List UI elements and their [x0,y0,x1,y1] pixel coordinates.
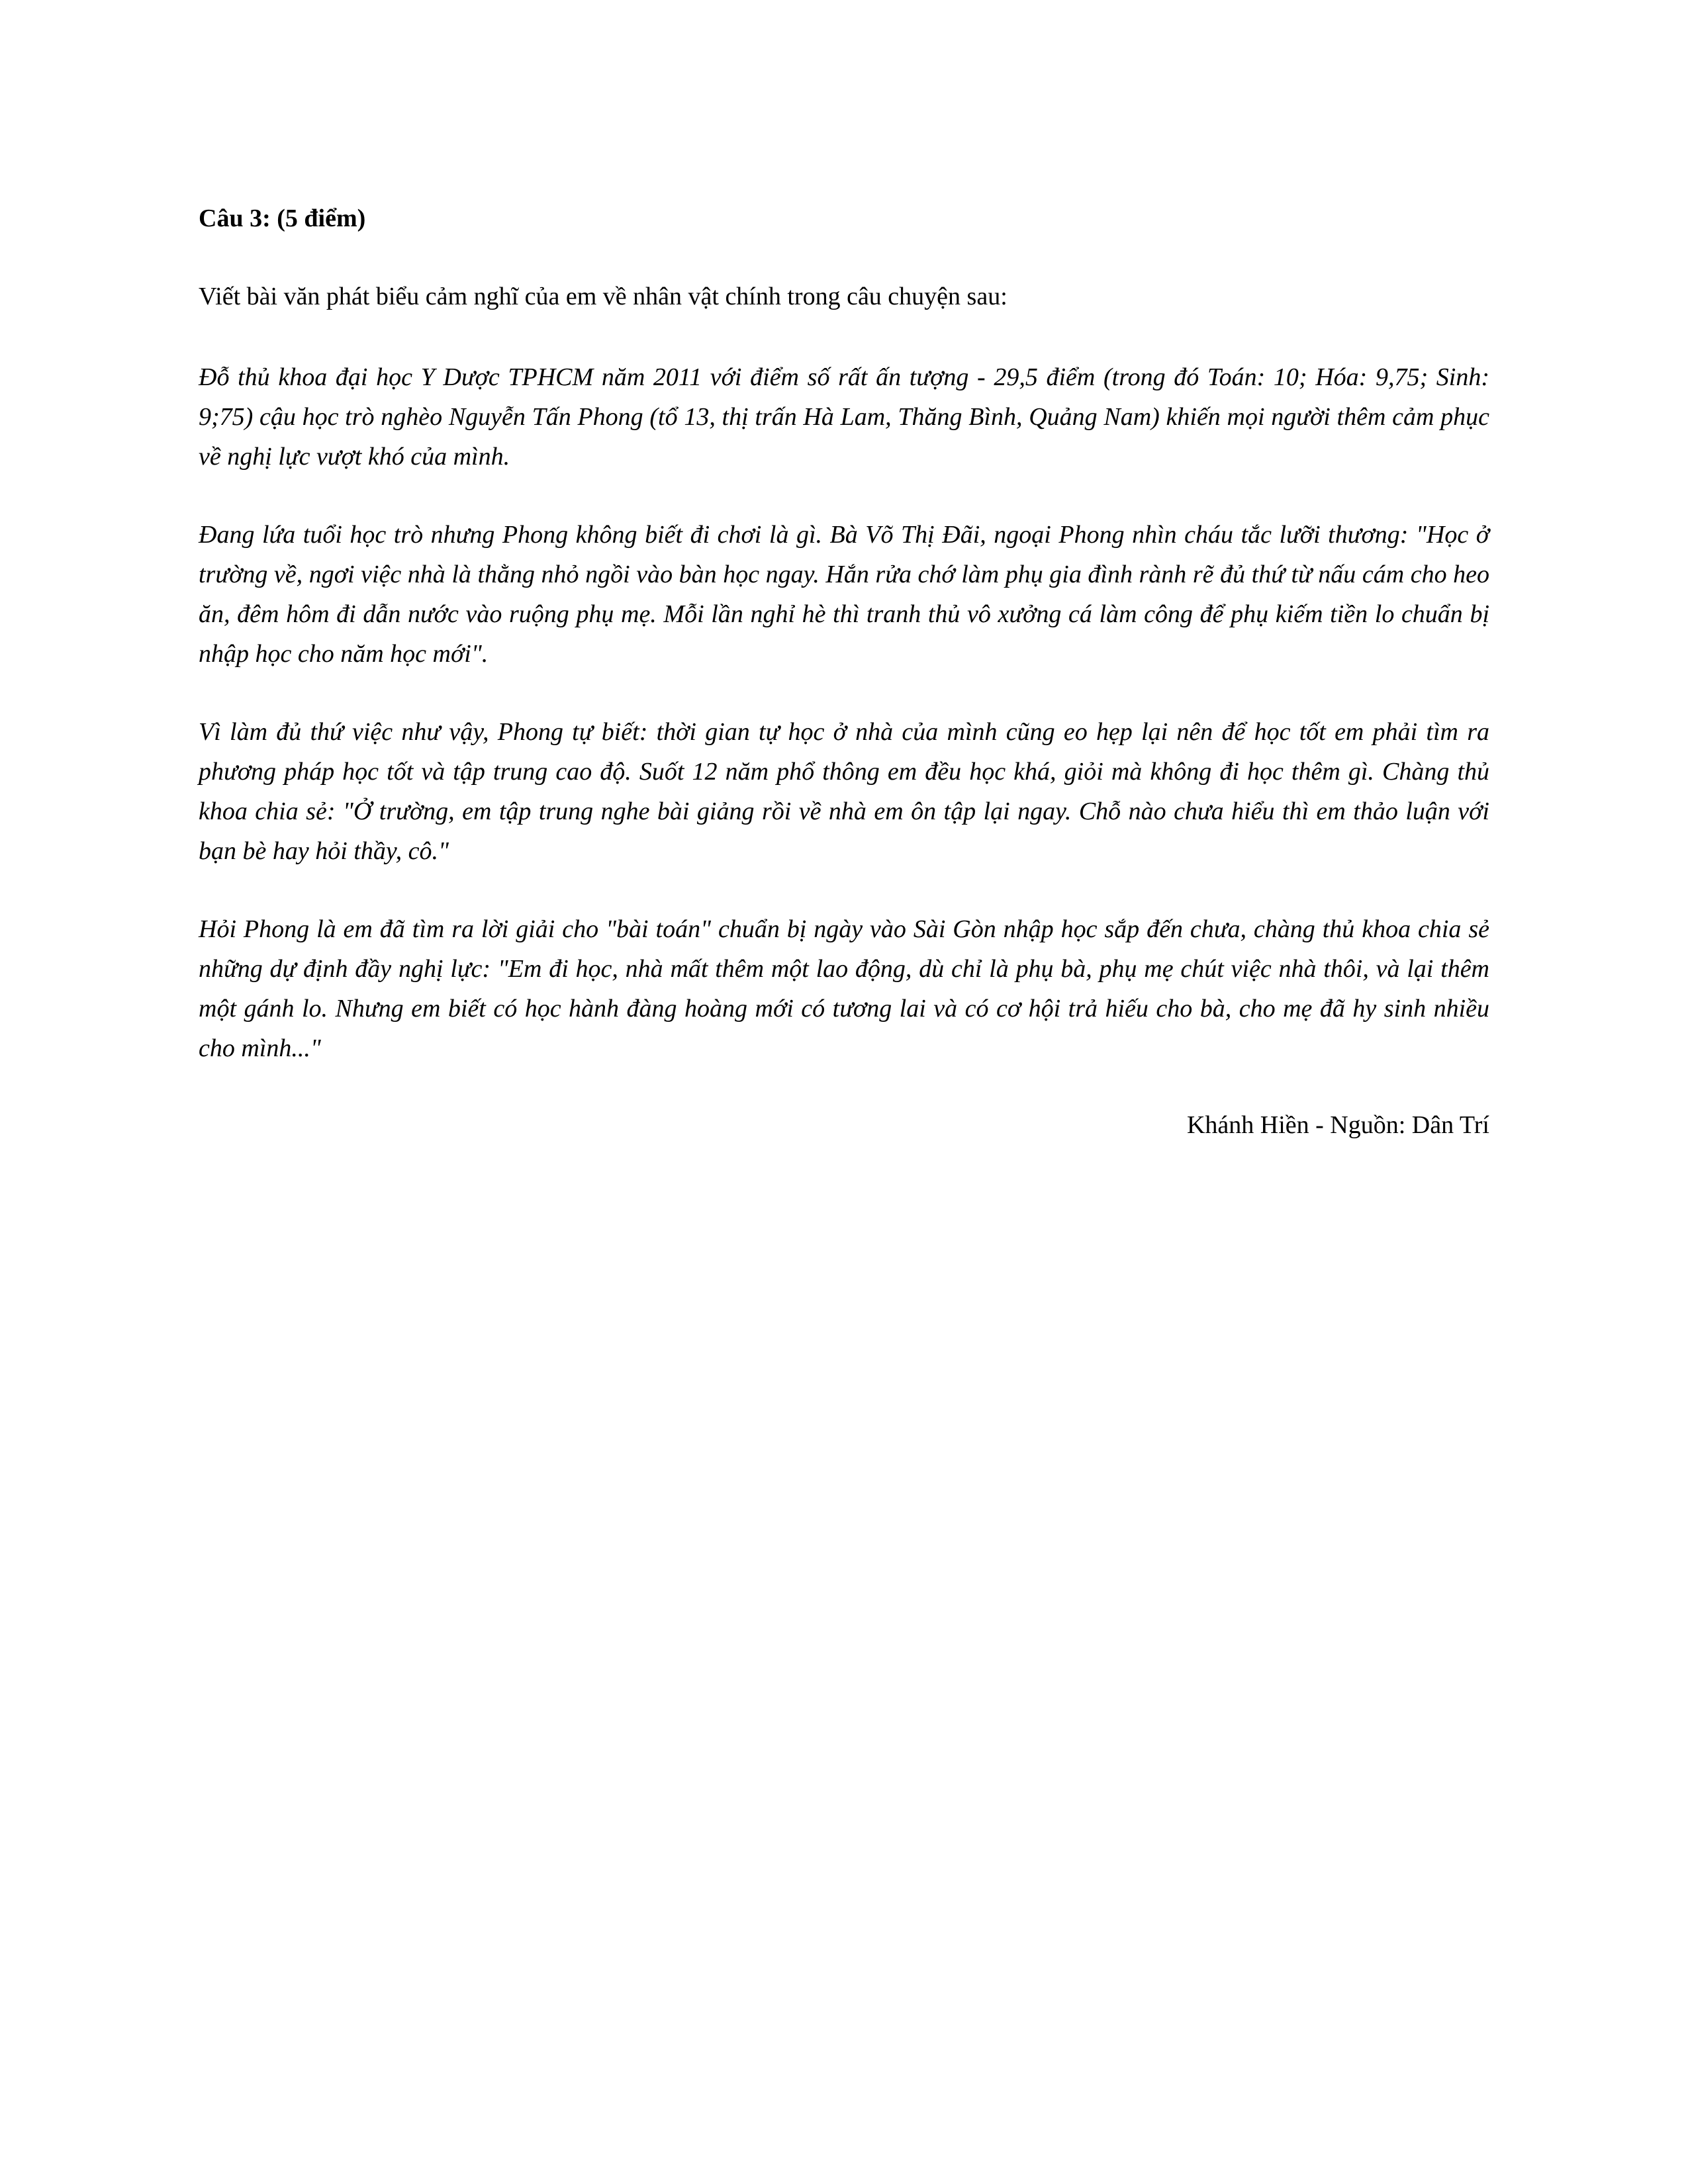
passage-paragraph-4: Hỏi Phong là em đã tìm ra lời giải cho "bài toán" chuẩn bị ngày vào Sài Gòn nhập học sắp đến chưa, chàng thủ khoa chia sẻ những dự định đầy nghị lực: "Em đi học, nhà mất thêm một lao động, dù chỉ là phụ bà, phụ mẹ chút việc nhà thôi, và lại thêm một gánh lo. Nhưng em biết có học hành đàng hoàng mới có tương lai và có cơ hội trả hiếu cho bà, cho mẹ đã hy sinh nhiều cho mình..." [199,915,1489,1062]
passage-paragraph-3: Vì làm đủ thứ việc như vậy, Phong tự biết: thời gian tự học ở nhà của mình cũng eo hẹp lại nên để học tốt em phải tìm ra phương pháp học tốt và tập trung cao độ. Suốt 12 năm phổ thông em đều học khá, giỏi mà không đi học thêm gì. Chàng thủ khoa chia sẻ: "Ở trường, em tập trung nghe bài giảng rồi về nhà em ôn tập lại ngay. Chỗ nào chưa hiểu thì em thảo luận với bạn bè hay hỏi thầy, cô." [199,718,1489,865]
passage-paragraph-1: Đỗ thủ khoa đại học Y Dược TPHCM năm 2011 với điểm số rất ấn tượng - 29,5 điểm (trong đó Toán: 10; Hóa: 9,75; Sinh: 9;75) cậu học trò nghèo Nguyễn Tấn Phong (tổ 13, thị trấn Hà Lam, Thăng Bình, Quảng Nam) khiến mọi người thêm cảm phục về nghị lực vượt khó của mình. [199,363,1489,471]
passage-paragraph-2: Đang lứa tuổi học trò nhưng Phong không biết đi chơi là gì. Bà Võ Thị Đãi, ngoại Phong nhìn cháu tắc lưỡi thương: "Học ở trường về, ngơi việc nhà là thằng nhỏ ngồi vào bàn học ngay. Hắn rửa chớ làm phụ gia đình rành rẽ đủ thứ từ nấu cám cho heo ăn, đêm hôm đi dẫn nước vào ruộng phụ mẹ. Mỗi lần nghỉ hè thì tranh thủ vô xưởng cá làm công để phụ kiếm tiền lo chuẩn bị nhập học cho năm học mới". [199,521,1489,668]
question-title: Câu 3: (5 điểm) [199,205,366,232]
question-prompt: Viết bài văn phát biểu cảm nghĩ của em về nhân vật chính trong câu chuyện sau: [199,283,1008,310]
document-content [199,200,1489,1144]
story-passage [199,357,1489,1068]
source-attribution: Khánh Hiền - Nguồn: Dân Trí [1186,1111,1489,1139]
